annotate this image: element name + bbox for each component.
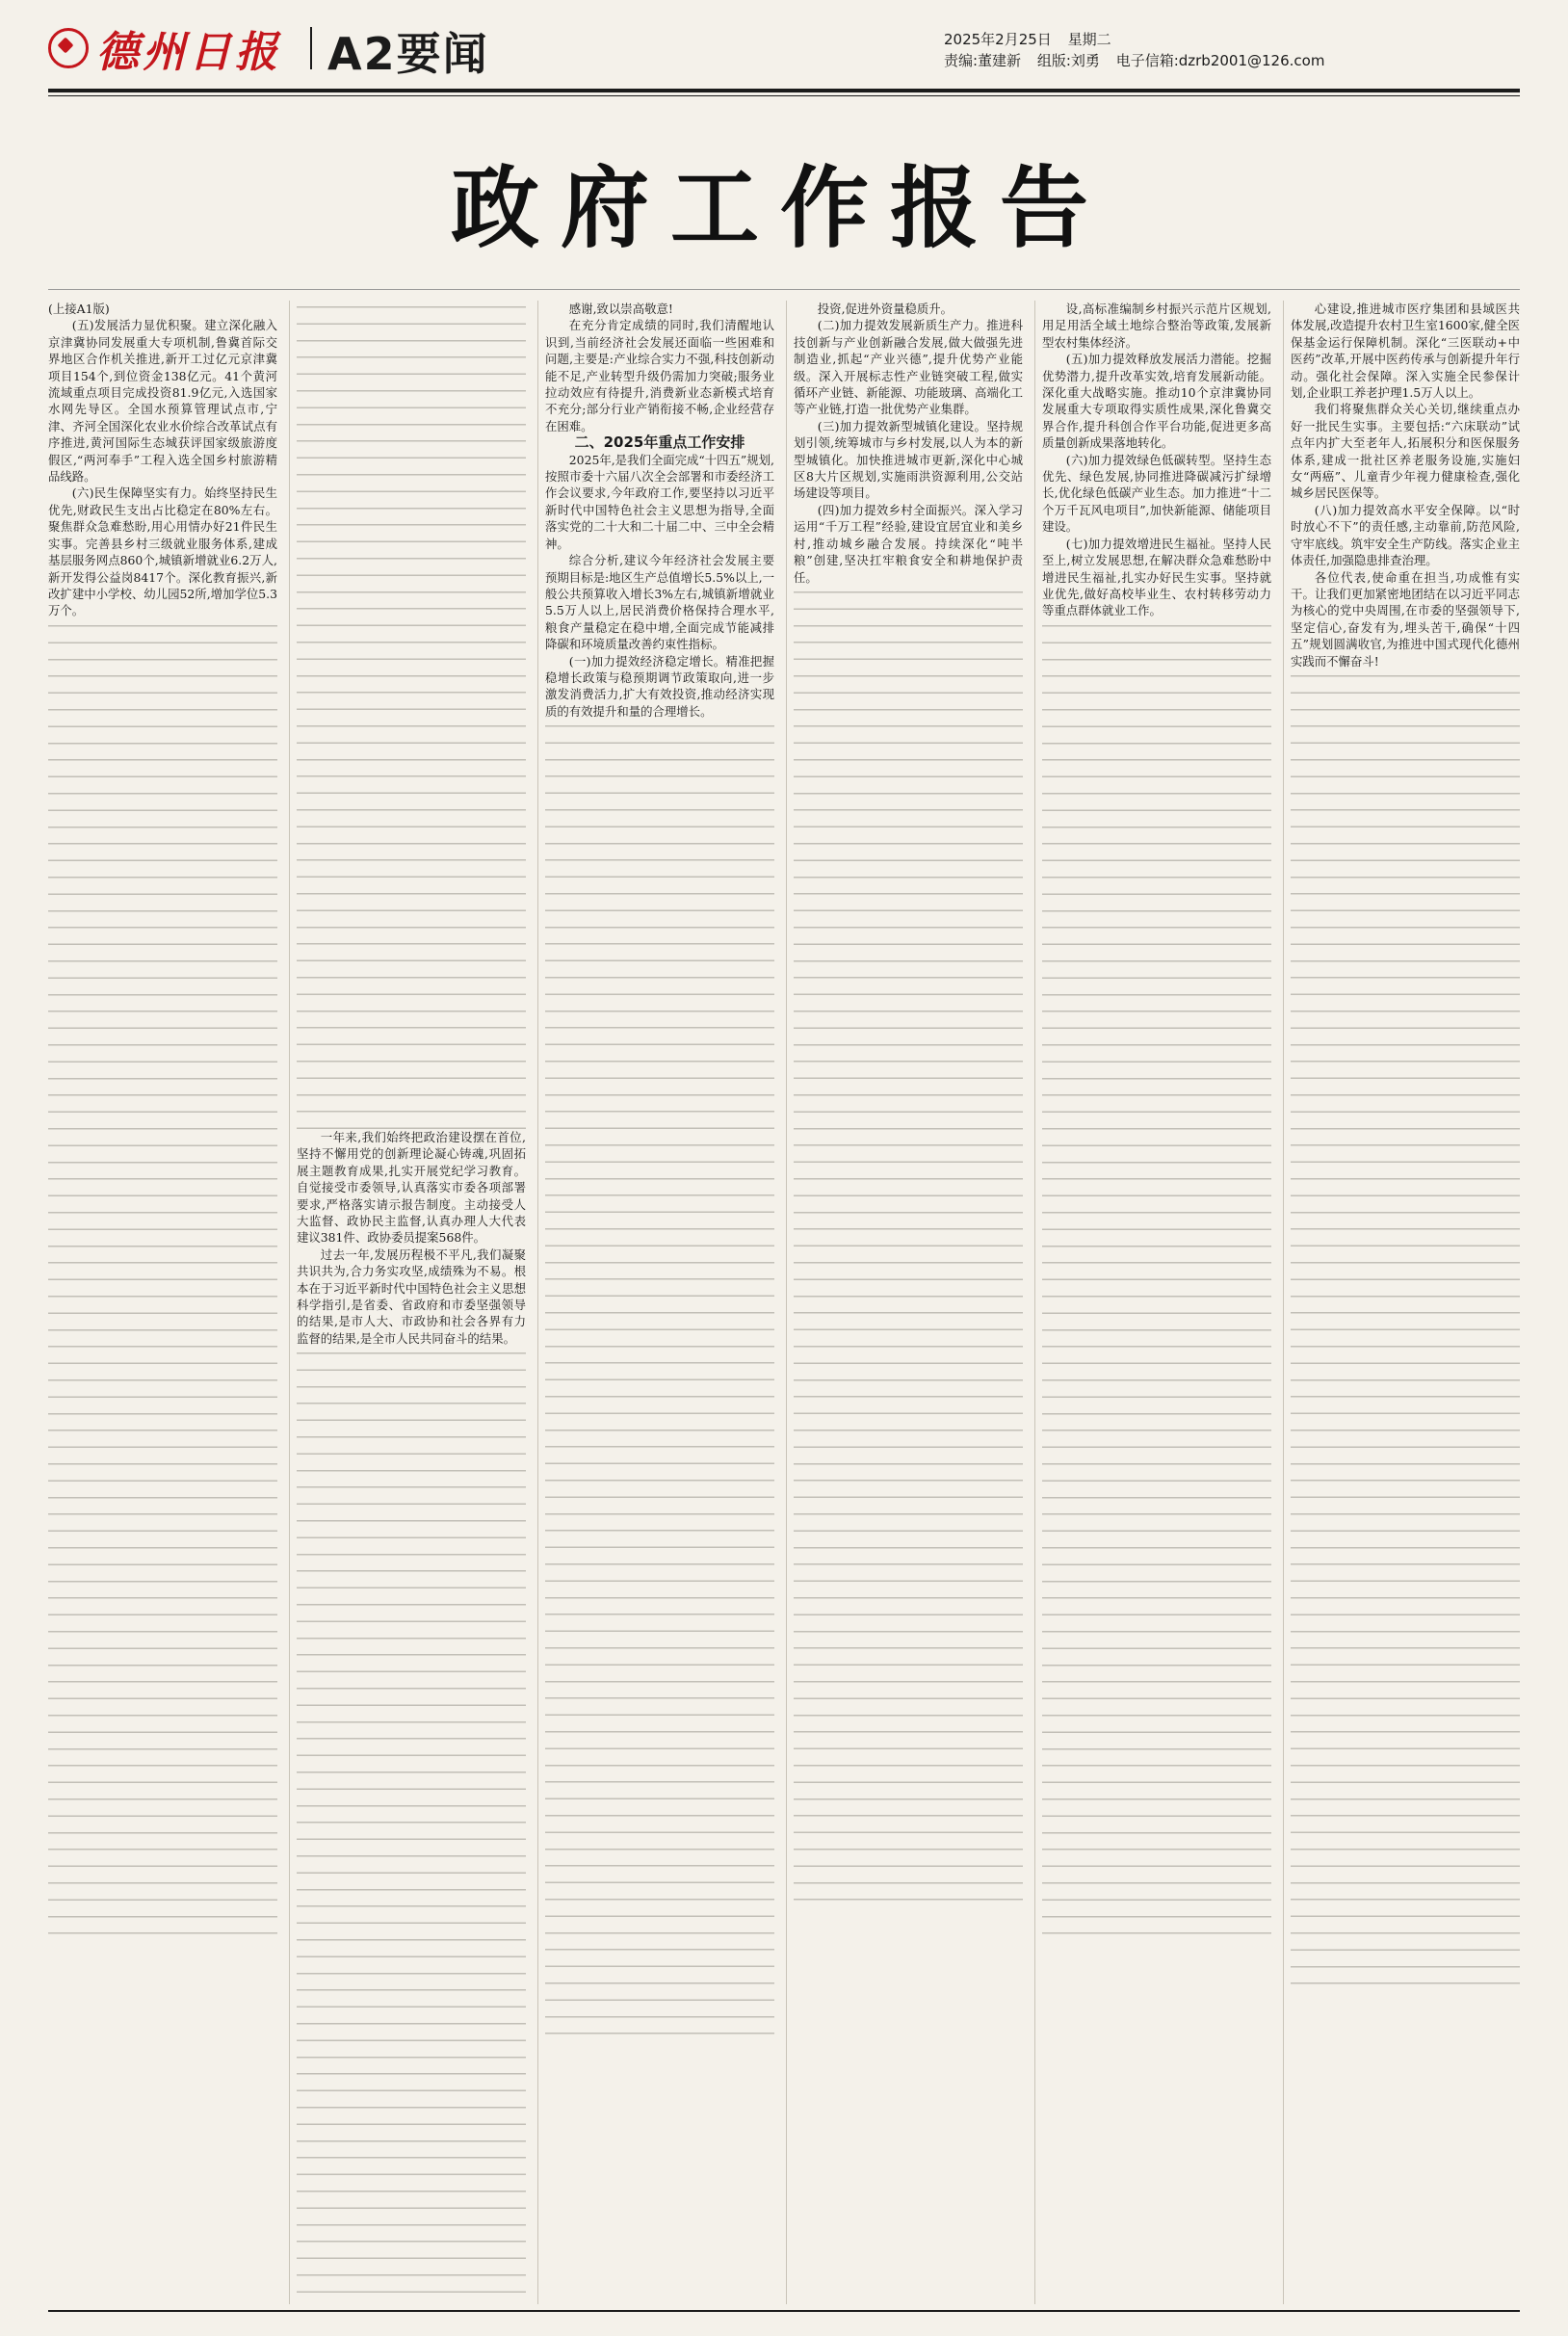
article-paragraph: 一年来,我们始终把政治建设摆在首位,坚持不懈用党的创新理论凝心铸魂,巩固拓展主题教育成果,扎实开展党纪学习教育。自觉接受市委领导,认真落实市委各项部署要求,严格落实请示报告制度。主动接受人大监督、政协民主监督,认真办理人大代表建议381件、政协委员提案568件。 xyxy=(297,1130,526,1246)
column-5-body-text xyxy=(1042,619,1271,1949)
article-paragraph: 心建设,推进城市医疗集团和县域医共体发展,改造提升农村卫生室1600家,健全医保基金运行保障机制。深化“三医联动+中医药”改革,开展中医药传承与创新提升年行动。强化社会保障。深入实施全民参保计划,企业职工养老护理1.5万人以上。 xyxy=(1291,302,1520,401)
article-paragraph: (五)发展活力显优积聚。建立深化融入京津冀协同发展重大专项机制,鲁冀首际交界地区合作机关推进,新开工过亿元京津冀项目154个,到位资金138亿元。41个黄河流域重点项目完成投资81.9亿元,入选国家水网先导区。全国水预算管理试点市,宁津、齐河全国深化农业水价综合改革试点有序推进,黄河国际生态城获评国家级旅游度假区,“两河奉手”工程入选全国乡村旅游精品线路。 xyxy=(48,318,277,485)
article-paragraph: 在充分肯定成绩的同时,我们清醒地认识到,当前经济社会发展还面临一些困难和问题,主要是:产业综合实力不强,科技创新动能不足,产业转型升级仍需加力突破;服务业拉动效应有待提升,消费新业态新模式培育不充分;部分行业产销衔接不畅,企业经营存在困难。 xyxy=(545,318,774,433)
article-paragraph: (六)民生保障坚实有力。始终坚持民生优先,财政民生支出占比稳定在80%左右。聚焦群众急难愁盼,用心用情办好21件民生实事。完善县乡村三级就业服务体系,建成基层服务网点860个,城镇新增就业6.2万人,新开发得公益岗8417个。深化教育振兴,新改扩建中小学校、幼儿园52所,增加学位5.3万个。 xyxy=(48,486,277,618)
masthead-meta xyxy=(944,29,1336,71)
column-2-text xyxy=(297,1129,526,1347)
masthead-rule xyxy=(48,89,1520,92)
article-column-4 xyxy=(794,301,1023,2304)
column-6-text xyxy=(1291,301,1520,669)
article-paragraph: (五)加力提效释放发展活力潜能。挖掘优势潜力,提升改革实效,培育发展新动能。深化重大战略实施。推动10个京津冀协同发展重大专项取得实质性成果,深化鲁冀交界合作,提升科创合作平台功能,促进更多高质量创新成果落地转化。 xyxy=(1042,352,1271,451)
article-column-2 xyxy=(297,301,526,2304)
masthead-rule-thin xyxy=(48,95,1520,96)
article-paragraph: (八)加力提效高水平安全保障。以“时时放心不下”的责任感,主动靠前,防范风险,守牢底线。筑牢安全生产防线。落实企业主体责任,加强隐患排查治理。 xyxy=(1291,502,1520,568)
section-heading: 二、2025年重点工作安排 xyxy=(574,433,745,452)
column-5-text xyxy=(1042,301,1271,619)
article-paragraph: (三)加力提效新型城镇化建设。坚持规划引领,统筹城市与乡村发展,以人为本的新型城镇化。加快推进城市更新,深化中心城区8大片区规划,实施雨洪资源利用,公交站场建设等项目。 xyxy=(794,418,1023,501)
layout-credit: 组版:刘勇 xyxy=(1036,52,1100,69)
headline-box xyxy=(414,152,1146,266)
masthead xyxy=(48,15,1520,81)
article-paragraph: 感谢,致以崇高敬意! xyxy=(568,302,673,316)
article-column-5 xyxy=(1042,301,1271,2304)
article-paragraph: 过去一年,发展历程极不平凡,我们凝聚共识共为,合力务实攻坚,成绩殊为不易。根本在于习近平新时代中国特色社会主义思想科学指引,是省委、省政府和市委坚强领导的结果,是市人大、市政协和社会各界有力监督的结果,是全市人民共同奋斗的结果。 xyxy=(297,1247,526,1346)
page-section xyxy=(327,19,489,83)
article-column-1 xyxy=(48,301,277,2304)
column-3-text xyxy=(545,301,774,720)
masthead-divider xyxy=(310,27,312,69)
page-number: A2 xyxy=(327,28,397,80)
article-paragraph: 设,高标准编制乡村振兴示范片区规划,用足用活全域土地综合整治等政策,发展新型农村集体经济。 xyxy=(1042,302,1271,350)
article-paragraph: 我们将聚焦群众关心关切,继续重点办好一批民生实事。主要包括:“六床联动”试点年内扩大至老年人,拓展积分和医保服务体系,建成一批社区养老服务设施,实施妇女“两癌”、儿童青少年视力健康检查,强化城乡居民医保等。 xyxy=(1291,402,1520,501)
column-2-body-text-top xyxy=(297,301,526,1129)
article-paragraph: (二)加力提效发展新质生产力。推进科技创新与产业创新融合发展,做大做强先进制造业,抓起“产业兴德”,提升优势产业能级。深入开展标志性产业链突破工程,做实循环产业链、新能源、功能玻璃、高端化工等产业链,打造一批优势产业集群。 xyxy=(794,318,1023,417)
article-column-3 xyxy=(545,301,774,2304)
email-credit: 电子信箱:dzrb2001@126.com xyxy=(1115,52,1325,69)
article-column-6 xyxy=(1291,301,1520,2304)
page-name: 要闻 xyxy=(396,28,489,80)
article-body xyxy=(48,301,1520,2304)
article-paragraph: 投资,促进外资量稳质升。 xyxy=(817,302,954,316)
article-paragraph: 各位代表,使命重在担当,功成惟有实干。让我们更加紧密地团结在以习近平同志为核心的党中央周围,在市委的坚强领导下,坚定信心,奋发有为,埋头苦干,确保“十四五”规划圆满收官,为推进中国式现代化德州实践而不懈奋斗! xyxy=(1291,569,1520,669)
footer-rule xyxy=(48,2310,1520,2312)
article-paragraph: (六)加力提效绿色低碳转型。坚持生态优先、绿色发展,协同推进降碳减污扩绿增长,优化绿色低碳产业生态。加力推进“十二个万千瓦风电项目”,加快新能源、储能项目建设。 xyxy=(1042,452,1271,535)
column-rule xyxy=(1034,301,1035,2304)
column-6-body-text xyxy=(1291,669,1520,1999)
column-2-body-text xyxy=(297,1347,526,2304)
article-paragraph: 综合分析,建议今年经济社会发展主要预期目标是:地区生产总值增长5.5%以上,一般公共预算收入增长3%左右,城镇新增就业5.5万人以上,居民消费价格保持合理水平,粮食产量稳定在稳中增,全面完成节能减排降碳和环境质量改善约束性指标。 xyxy=(545,553,774,652)
article-paragraph: (四)加力提效乡村全面振兴。深入学习运用“千万工程”经验,建设宜居宜业和美乡村,推动城乡融合发展。持续深化“吨半粮”创建,坚决扛牢粮食安全和耕地保护责任。 xyxy=(794,502,1023,585)
newspaper-logo xyxy=(48,21,281,75)
column-4-text xyxy=(794,301,1023,586)
column-rule xyxy=(786,301,787,2304)
article-paragraph: (一)加力提效经济稳定增长。精准把握稳增长政策与稳预期调节政策取向,进一步激发消费活力,扩大有效投资,推动经济实现质的有效提升和量的合理增长。 xyxy=(545,653,774,719)
column-rule xyxy=(1283,301,1284,2304)
continued-note: (上接A1版) xyxy=(48,302,110,316)
column-4-body-text xyxy=(794,586,1023,1915)
column-1-text xyxy=(48,317,277,618)
logo-text: 德州日报 xyxy=(96,28,281,77)
column-rule xyxy=(537,301,538,2304)
logo-emblem-icon xyxy=(48,28,89,68)
editor-credit: 责编:董建新 xyxy=(944,52,1022,69)
article-headline: 政府工作报告 xyxy=(450,157,1110,260)
column-3-body-text xyxy=(545,720,774,2049)
column-rule xyxy=(289,301,290,2304)
issue-date: 2025年2月25日 xyxy=(944,31,1052,48)
article-paragraph: (七)加力提效增进民生福祉。坚持人民至上,树立发展思想,在解决群众急难愁盼中增进民生福祉,扎实办好民生实事。坚持就业优先,做好高校毕业生、农村转移劳动力等重点群体就业工作。 xyxy=(1042,536,1271,618)
issue-weekday: 星期二 xyxy=(1067,31,1111,48)
column-1-body-text xyxy=(48,619,277,1949)
article-paragraph: 2025年,是我们全面完成“十四五”规划,按照市委十六届八次全会部署和市委经济工作会议要求,今年政府工作,要坚持以习近平新时代中国特色社会主义思想为指导,全面落实党的二十大和二十届二中、三中全会精神。 xyxy=(545,452,774,551)
headline-divider xyxy=(48,289,1520,290)
